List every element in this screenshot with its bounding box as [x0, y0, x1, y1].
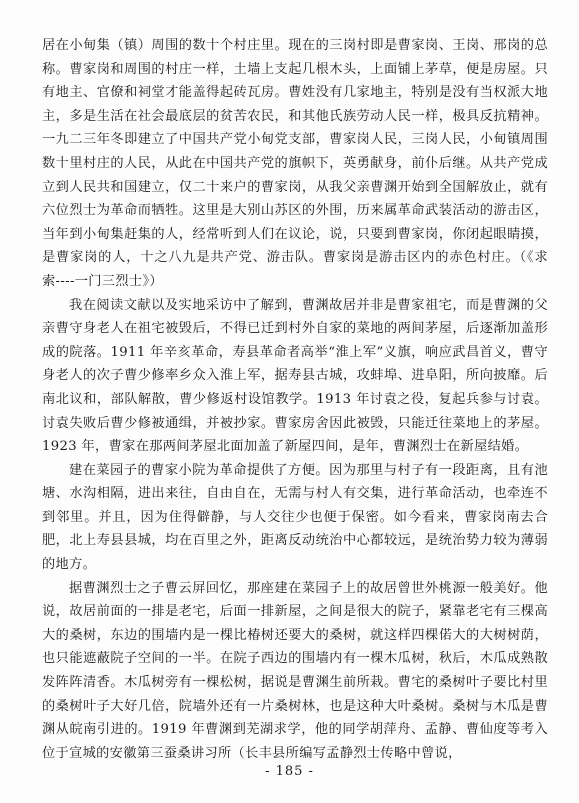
paragraph-cao-residence-history: 我在阅读文献以及实地采访中了解到，曹渊故居并非是曹家祖宅，而是曹渊的父亲曹守身老人在祖宅被毁后，不得已迁到村外自家的菜地的两间茅屋，后逐渐加盖形成的院落。1911 年辛亥革命，寿县革命者高举“淮上军”义旗，响应武昌首义，曹守身老人的次子曹少修率乡众入淮上军，据寿县古城，攻蚌埠、进阜阳，所向披靡。后南北议和，部队解散，曹少修返村设馆教学。1913 年讨袁之役，复起兵参与讨袁。讨袁失败后曹少修被通缉，并被抄家。曹家房舍因此被毁，只能迁往菜地上的茅屋。1923 年，曹家在那两间茅屋北面加盖了新屋四间，是年，曹渊烈士在新屋结婚。: [42, 297, 548, 455]
paragraph-recollection: 据曹渊烈士之子曹云屏回忆，那座建在菜园子上的故居曾世外桃源一般美好。他说，故居前面的一排是老宅，后面一排新屋，之间是很大的院子，紧靠老宅有三棵高大的桑树，东边的围墙内是一棵比椿树还要大的桑树，就这样四棵偌大的大树树荫，也只能遮蔽院子空间的一半。在院子西边的围墙内有一棵木瓜树，秋后，木瓜成熟散发阵阵清香。木瓜树旁有一棵松树，据说是曹渊生前所栽。曹宅的桑树叶子要比村里的桑树叶子大好几倍，院墙外还有一片桑树林，也是这种大叶桑树。桑树与木瓜是曹渊从皖南引进的。1919 年曹渊到芜湖求学，他的同学胡萍舟、孟静、曹仙度等考入位于宣城的安徽第三蚕桑讲习所（长丰县所编写孟静烈士传略中曾说，: [42, 580, 548, 761]
page-body: [42, 34, 548, 765]
paragraph-garden-yard: 建在菜园子的曹家小院为革命提供了方便。因为那里与村子有一段距离，且有池塘、水沟相隔，进出来往，自由自在，无需与村人有交集，进行革命活动，也牵连不到邻里。并且，因为住得僻静，与人交往少也便于保密。如今看来，曹家岗南去合肥，北上寿县县城，均在百里之外，距离反动统治中心都较远，是统治势力较为薄弱的地方。: [42, 462, 548, 573]
page-number: - 185 -: [265, 764, 314, 779]
paragraph-continued: 居在小甸集（镇）周围的数十个村庄里。现在的三岗村即是曹家岗、王岗、邢岗的总称。曹家岗和周围的村庄一样，土墙上支起几根木头，上面铺上茅草，便是房屋。只有地主、官僚和祠堂才能盖得起砖瓦房。曹姓没有几家地主，特别是没有当权派大地主，多是生活在社会最底层的贫苦农民，和其他氏族劳动人民一样，极具反抗精神。一九二三年冬即建立了中国共产党小甸党支部，曹家岗人民，三岗人民，小甸镇周围数十里村庄的人民，从此在中国共产党的旗帜下，英勇献身，前仆后继。从共产党成立到人民共和国建立，仅二十来户的曹家岗，从我父亲曹渊开始到全国解放止，就有六位烈士为革命而牺牲。这里是大别山苏区的外围，历来属革命武装活动的游击区，当年到小甸集赶集的人，经常听到人们在议论，说，只要到曹家岗，你闭起眼睛摸，是曹家岗的人，十之八九是共产党、游击队。曹家岗是游击区内的赤色村庄。（《求索----一门三烈士》）: [42, 38, 548, 289]
